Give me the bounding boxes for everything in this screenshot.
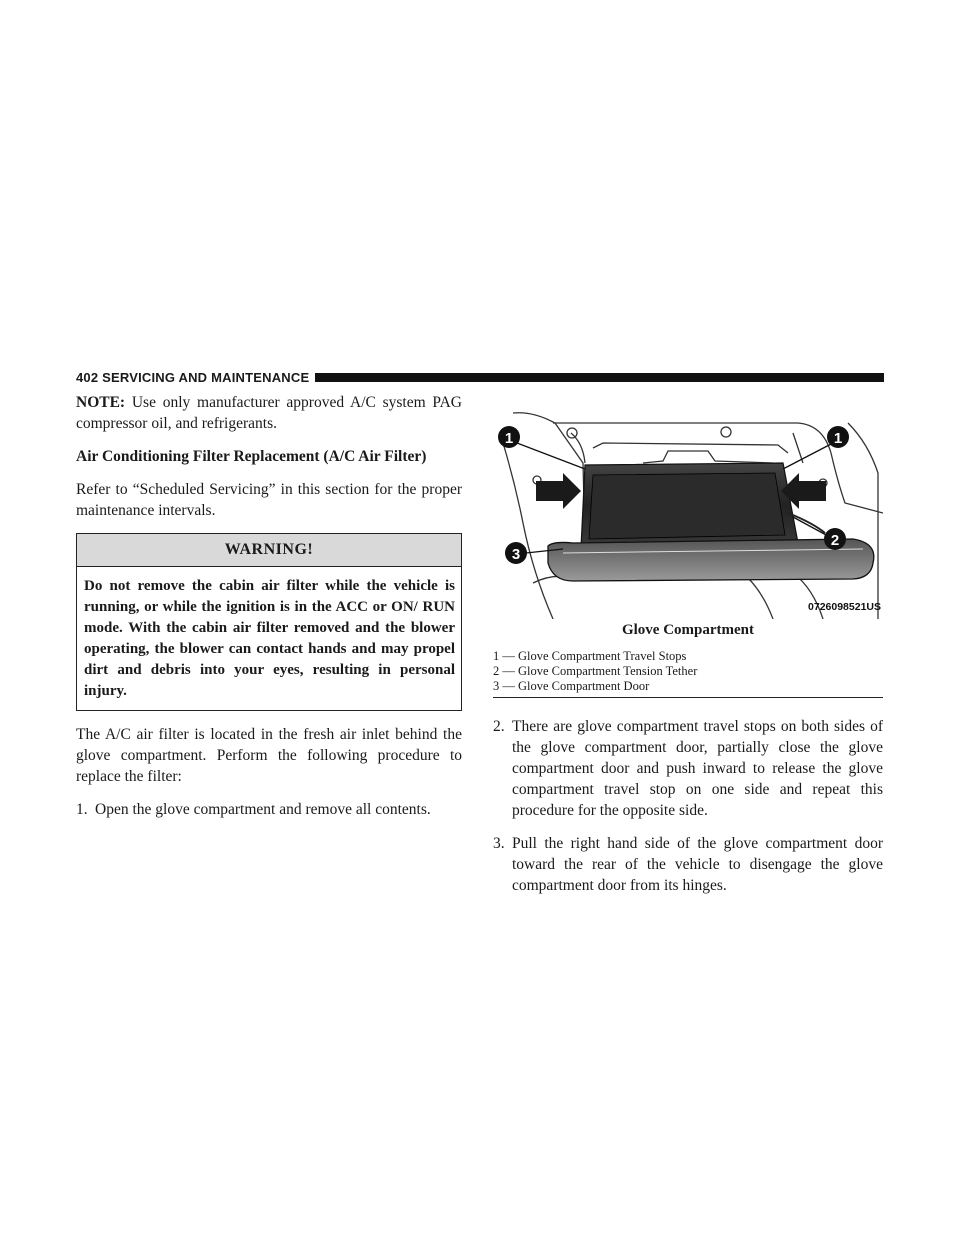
glove-compartment-illustration bbox=[493, 403, 883, 619]
step-text: Open the glove compartment and remove all contents. bbox=[95, 801, 431, 818]
callout-1-right bbox=[827, 426, 849, 448]
left-column bbox=[76, 392, 462, 820]
body-paragraph: The A/C air filter is located in the fresh air inlet behind the glove compartment. Perform the following procedure to replace the filter: bbox=[76, 726, 462, 785]
step-item bbox=[493, 833, 883, 896]
page-header bbox=[76, 370, 884, 386]
callout-1-left bbox=[498, 426, 520, 448]
warning-title: WARNING! bbox=[77, 534, 461, 567]
header-rule bbox=[315, 373, 884, 382]
callout-label: 1 bbox=[833, 430, 843, 447]
callout-label: 3 bbox=[511, 546, 521, 563]
figure-legend bbox=[493, 649, 883, 698]
intro-paragraph: Refer to “Scheduled Servicing” in this section for the proper maintenance intervals. bbox=[76, 481, 462, 519]
right-column bbox=[493, 716, 883, 908]
figure-caption: Glove Compartment bbox=[621, 622, 755, 638]
page-number-section-title: 402 SERVICING AND MAINTENANCE bbox=[76, 370, 310, 385]
legend-item: 1 — Glove Compartment Travel Stops bbox=[493, 649, 687, 663]
step-number: 2. bbox=[493, 718, 505, 735]
callout-3 bbox=[505, 542, 527, 564]
image-code: 0726098521US bbox=[808, 601, 881, 613]
step-text: There are glove compartment travel stops on both sides of the glove compartment door, partially close the glove compartment door and push inward to release the glove compartment travel stop on one side and repeat this procedure for the opposite side. bbox=[512, 718, 883, 819]
note-paragraph bbox=[76, 392, 462, 434]
section-title: Air Conditioning Filter Replacement (A/C Air Filter) bbox=[76, 448, 427, 465]
note-label: NOTE: bbox=[76, 394, 126, 411]
step-item bbox=[76, 799, 462, 820]
step-number: 3. bbox=[493, 835, 505, 852]
legend-item: 2 — Glove Compartment Tension Tether bbox=[493, 664, 698, 678]
step-text: Pull the right hand side of the glove compartment door toward the rear of the vehicle to disengage the glove compartment door from its hinges. bbox=[512, 835, 883, 894]
note-text: Use only manufacturer approved A/C system PAG compressor oil, and refrigerants. bbox=[76, 394, 462, 432]
warning-text: Do not remove the cabin air filter while the vehicle is running, or while the ignition is in the ACC or ON/ RUN mode. With the cabin air filter removed and the blower operating, the blower can contact hands and may propel dirt and debris into your eyes, resulting in personal injury. bbox=[84, 578, 455, 699]
step-item bbox=[493, 716, 883, 821]
callout-2 bbox=[824, 528, 846, 550]
legend-item: 3 — Glove Compartment Door bbox=[493, 679, 650, 693]
warning-box bbox=[76, 533, 462, 711]
callout-label: 1 bbox=[504, 430, 514, 447]
step-number: 1. bbox=[76, 801, 88, 818]
callout-label: 2 bbox=[830, 532, 840, 549]
